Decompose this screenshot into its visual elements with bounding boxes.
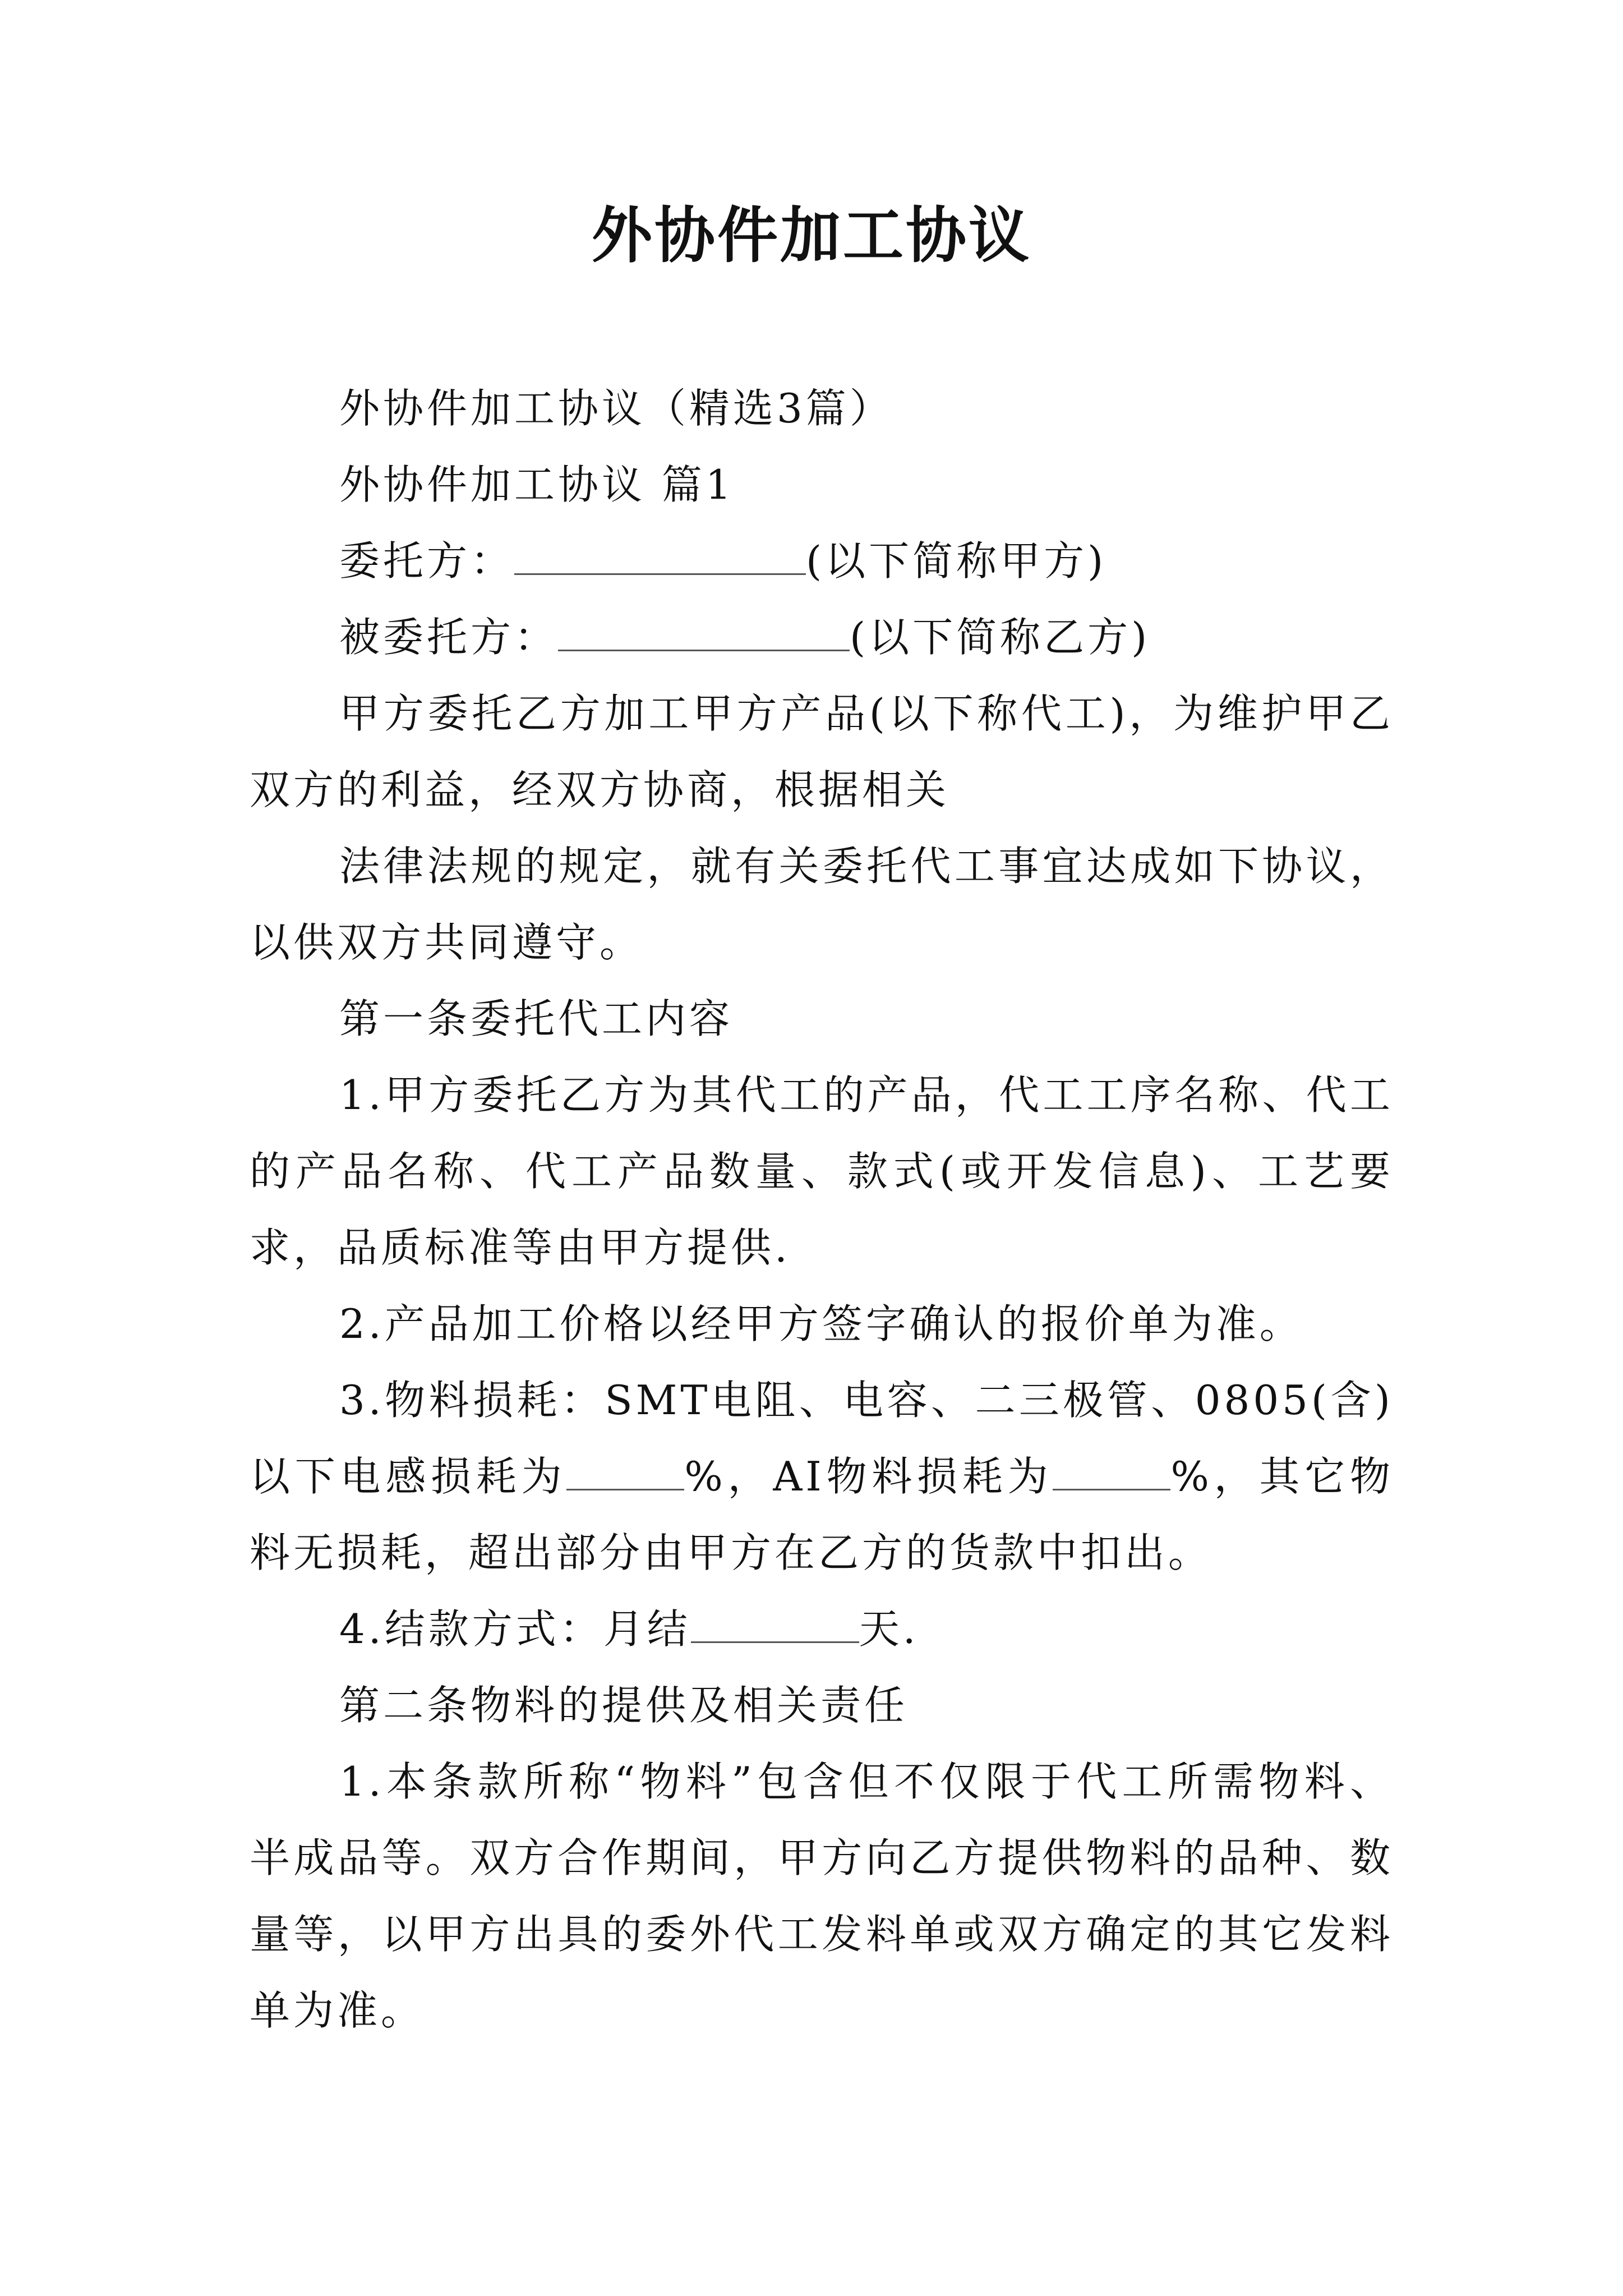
subtitle: 外协件加工协议（精选3篇） <box>339 385 893 432</box>
contractor-line <box>250 599 1394 675</box>
client-label: 委托方： <box>339 537 515 585</box>
intro-paragraph-2: 法律法规的规定，就有关委托代工事宜达成如下协议，以供双方共同遵守。 <box>250 843 1394 966</box>
item-1-4 <box>250 1591 1394 1667</box>
item-1-2: 2.产品加工价格以经甲方签字确认的报价单为准。 <box>339 1300 1303 1347</box>
document-title: 外协件加工协议 <box>591 200 1031 271</box>
client-suffix: (以下简称甲方) <box>806 537 1107 585</box>
payment-days-blank <box>691 1608 859 1643</box>
intro-paragraph-1: 甲方委托乙方加工甲方产品(以下称代工)，为维护甲乙双方的利益，经双方协商，根据相关 <box>250 690 1394 813</box>
client-blank <box>514 540 806 575</box>
item-1-4-text-b: 天. <box>859 1605 919 1653</box>
item-2-1: 1.本条款所称“物料”包含但不仅限于代工所需物料、半成品等。双方合作期间，甲方向乙方提供物料的品种、数量等，以甲方出具的委外代工发料单或双方确定的其它发料单为准。 <box>250 1758 1394 2034</box>
article-1-title: 第一条委托代工内容 <box>339 995 734 1042</box>
item-1-3-text-c: %，其它物料无损耗，超出部分由甲方在乙方的货款中扣出。 <box>250 1453 1394 1576</box>
article-2-title: 第二条物料的提供及相关责任 <box>339 1682 909 1729</box>
contractor-suffix: (以下简称乙方) <box>850 614 1151 661</box>
smt-loss-blank <box>566 1455 684 1490</box>
item-1-4-text-a: 4.结款方式：月结 <box>339 1605 691 1653</box>
item-1-3-text-a: 3.物料损耗：SMT电阻、电容、二三极管、0805(含)以下电感损耗为 <box>250 1377 1394 1500</box>
ai-loss-blank <box>1053 1455 1170 1490</box>
item-1-1: 1.甲方委托乙方为其代工的产品，代工工序名称、代工的产品名称、代工产品数量、款式(或开发信息)、工艺要求，品质标准等由甲方提供. <box>250 1071 1394 1271</box>
section-heading: 外协件加工协议 篇1 <box>339 461 735 508</box>
contractor-label: 被委托方： <box>339 614 559 661</box>
item-1-3-text-b: %，AI物料损耗为 <box>684 1453 1053 1500</box>
client-line <box>250 523 1394 599</box>
contractor-blank <box>558 616 850 651</box>
item-1-3 <box>250 1362 1394 1591</box>
document-body <box>250 370 1394 2049</box>
